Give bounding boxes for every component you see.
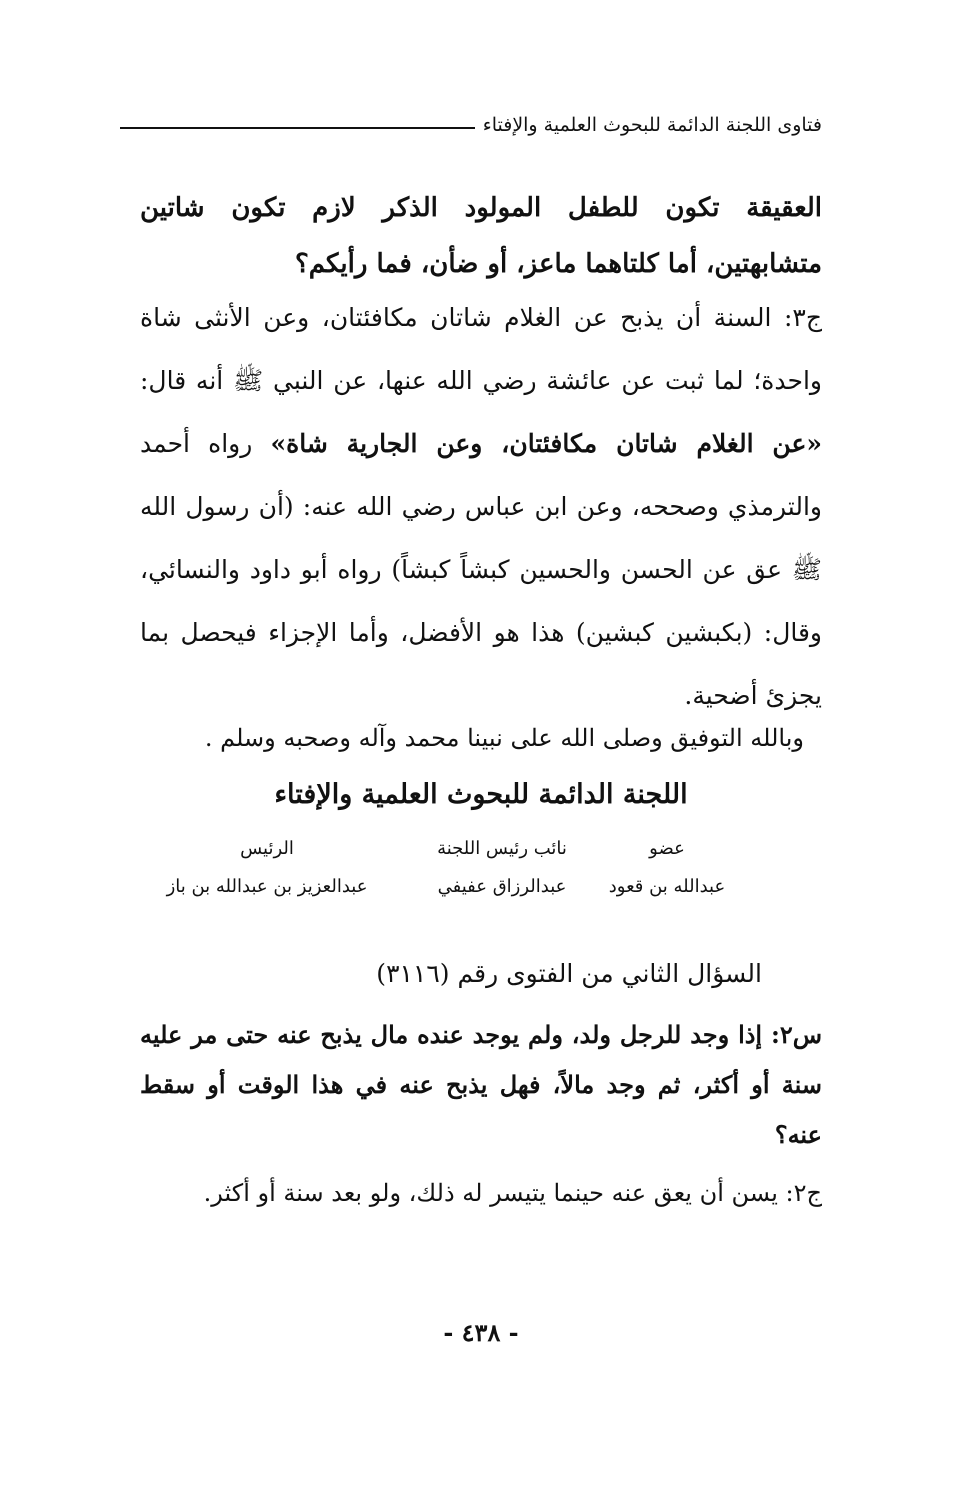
signature-titles (132, 838, 732, 859)
header-rule (120, 127, 475, 129)
closing-prayer: وبالله التوفيق وصلى الله على نبينا محمد وآله وصحبه وسلم . (204, 724, 804, 752)
name-member: عبدالله بن قعود (608, 876, 726, 897)
question-3: العقيقة تكون للطفل المولود الذكر لازم تكون شاتين متشابهتين، أما كلتاهما ماعز، أو ضأن، فما رأيكم؟ (140, 193, 822, 279)
answer-3-part-1: ج٣: السنة أن يذبح عن الغلام شاتان مكافئتان، وعن الأنثى شاة واحدة؛ لما ثبت عن عائشة رضي الله عنها، عن النبي ﷺ أنه قال: (140, 303, 822, 395)
title-vice-chair: نائب رئيس اللجنة (437, 838, 567, 859)
header-title: فتاوى اللجنة الدائمة للبحوث العلمية والإفتاء (482, 114, 822, 136)
page-number: - ٤٣٨ - (443, 1318, 519, 1347)
answer-2: ج٢: يسن أن يعق عنه حينما يتيسر له ذلك، ولو بعد سنة أو أكثر. (203, 1179, 822, 1207)
title-chair: الرئيس (240, 838, 294, 859)
title-member: عضو (649, 838, 685, 859)
answer-3 (140, 286, 822, 727)
name-vice-chair: عبدالرزاق عفيفي (437, 876, 567, 897)
answer-3-hadith: «عن الغلام شاتان مكافئتان، وعن الجارية شاة» (270, 429, 822, 458)
running-header (120, 110, 822, 140)
committee-name: اللجنة الدائمة للبحوث العلمية والإفتاء (274, 779, 688, 810)
answer-3-part-2: رواه أحمد والترمذي وصححه، وعن ابن عباس رضي الله عنه: (أن رسول الله ﷺ عق عن الحسن والحسين كبشاً كبشاً) رواه أبو داود والنسائي، وقال: (بكبشين كبشين) هذا هو الأفضل، وأما الإجزاء فيحصل بما يجزئ أضحية. (140, 429, 822, 710)
name-chair: عبدالعزيز بن عبدالله بن باز (166, 876, 368, 897)
question-2-label: السؤال الثاني من الفتوى رقم (٣١١٦) (376, 959, 762, 988)
signature-names (132, 876, 732, 897)
question-2: س٢: إذا وجد للرجل ولد، ولم يوجد عنده مال يذبح عنه حتى مر عليه سنة أو أكثر، ثم وجد مالاً، فهل يذبح عنه في هذا الوقت أو سقط عنه؟ (140, 1020, 822, 1149)
